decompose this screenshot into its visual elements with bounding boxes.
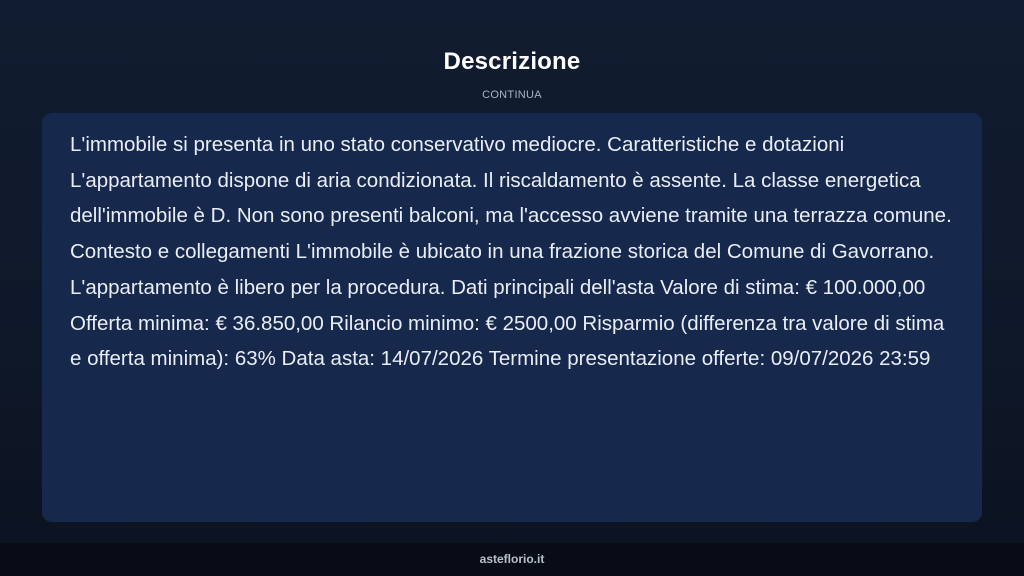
page-title: Descrizione	[443, 48, 581, 75]
continue-link[interactable]: CONTINUA	[482, 89, 542, 101]
description-card	[42, 113, 982, 522]
footer-site-name: asteflorio.it	[479, 552, 545, 566]
footer-bar	[0, 543, 1024, 576]
description-text: L'immobile si presenta in uno stato conservativo mediocre. Caratteristiche e dotazioni L'appartamento dispone di aria condizionata. Il riscaldamento è assente. La classe energetica dell'immobile è D. Non sono presenti balconi, ma l'accesso avviene tramite una terrazza comune. Contesto e collegamenti L'immobile è ubicato in una frazione storica del Comune di Gavorrano. L'appartamento è libero per la procedura. Dati principali dell'asta Valore di stima: € 100.000,00 Offerta minima: € 36.850,00 Rilancio minimo: € 2500,00 Risparmio (differenza tra valore di stima e offerta minima): 63% Data asta: 14/07/2026 Termine presentazione offerte: 09/07/2026 23:59	[70, 133, 952, 371]
